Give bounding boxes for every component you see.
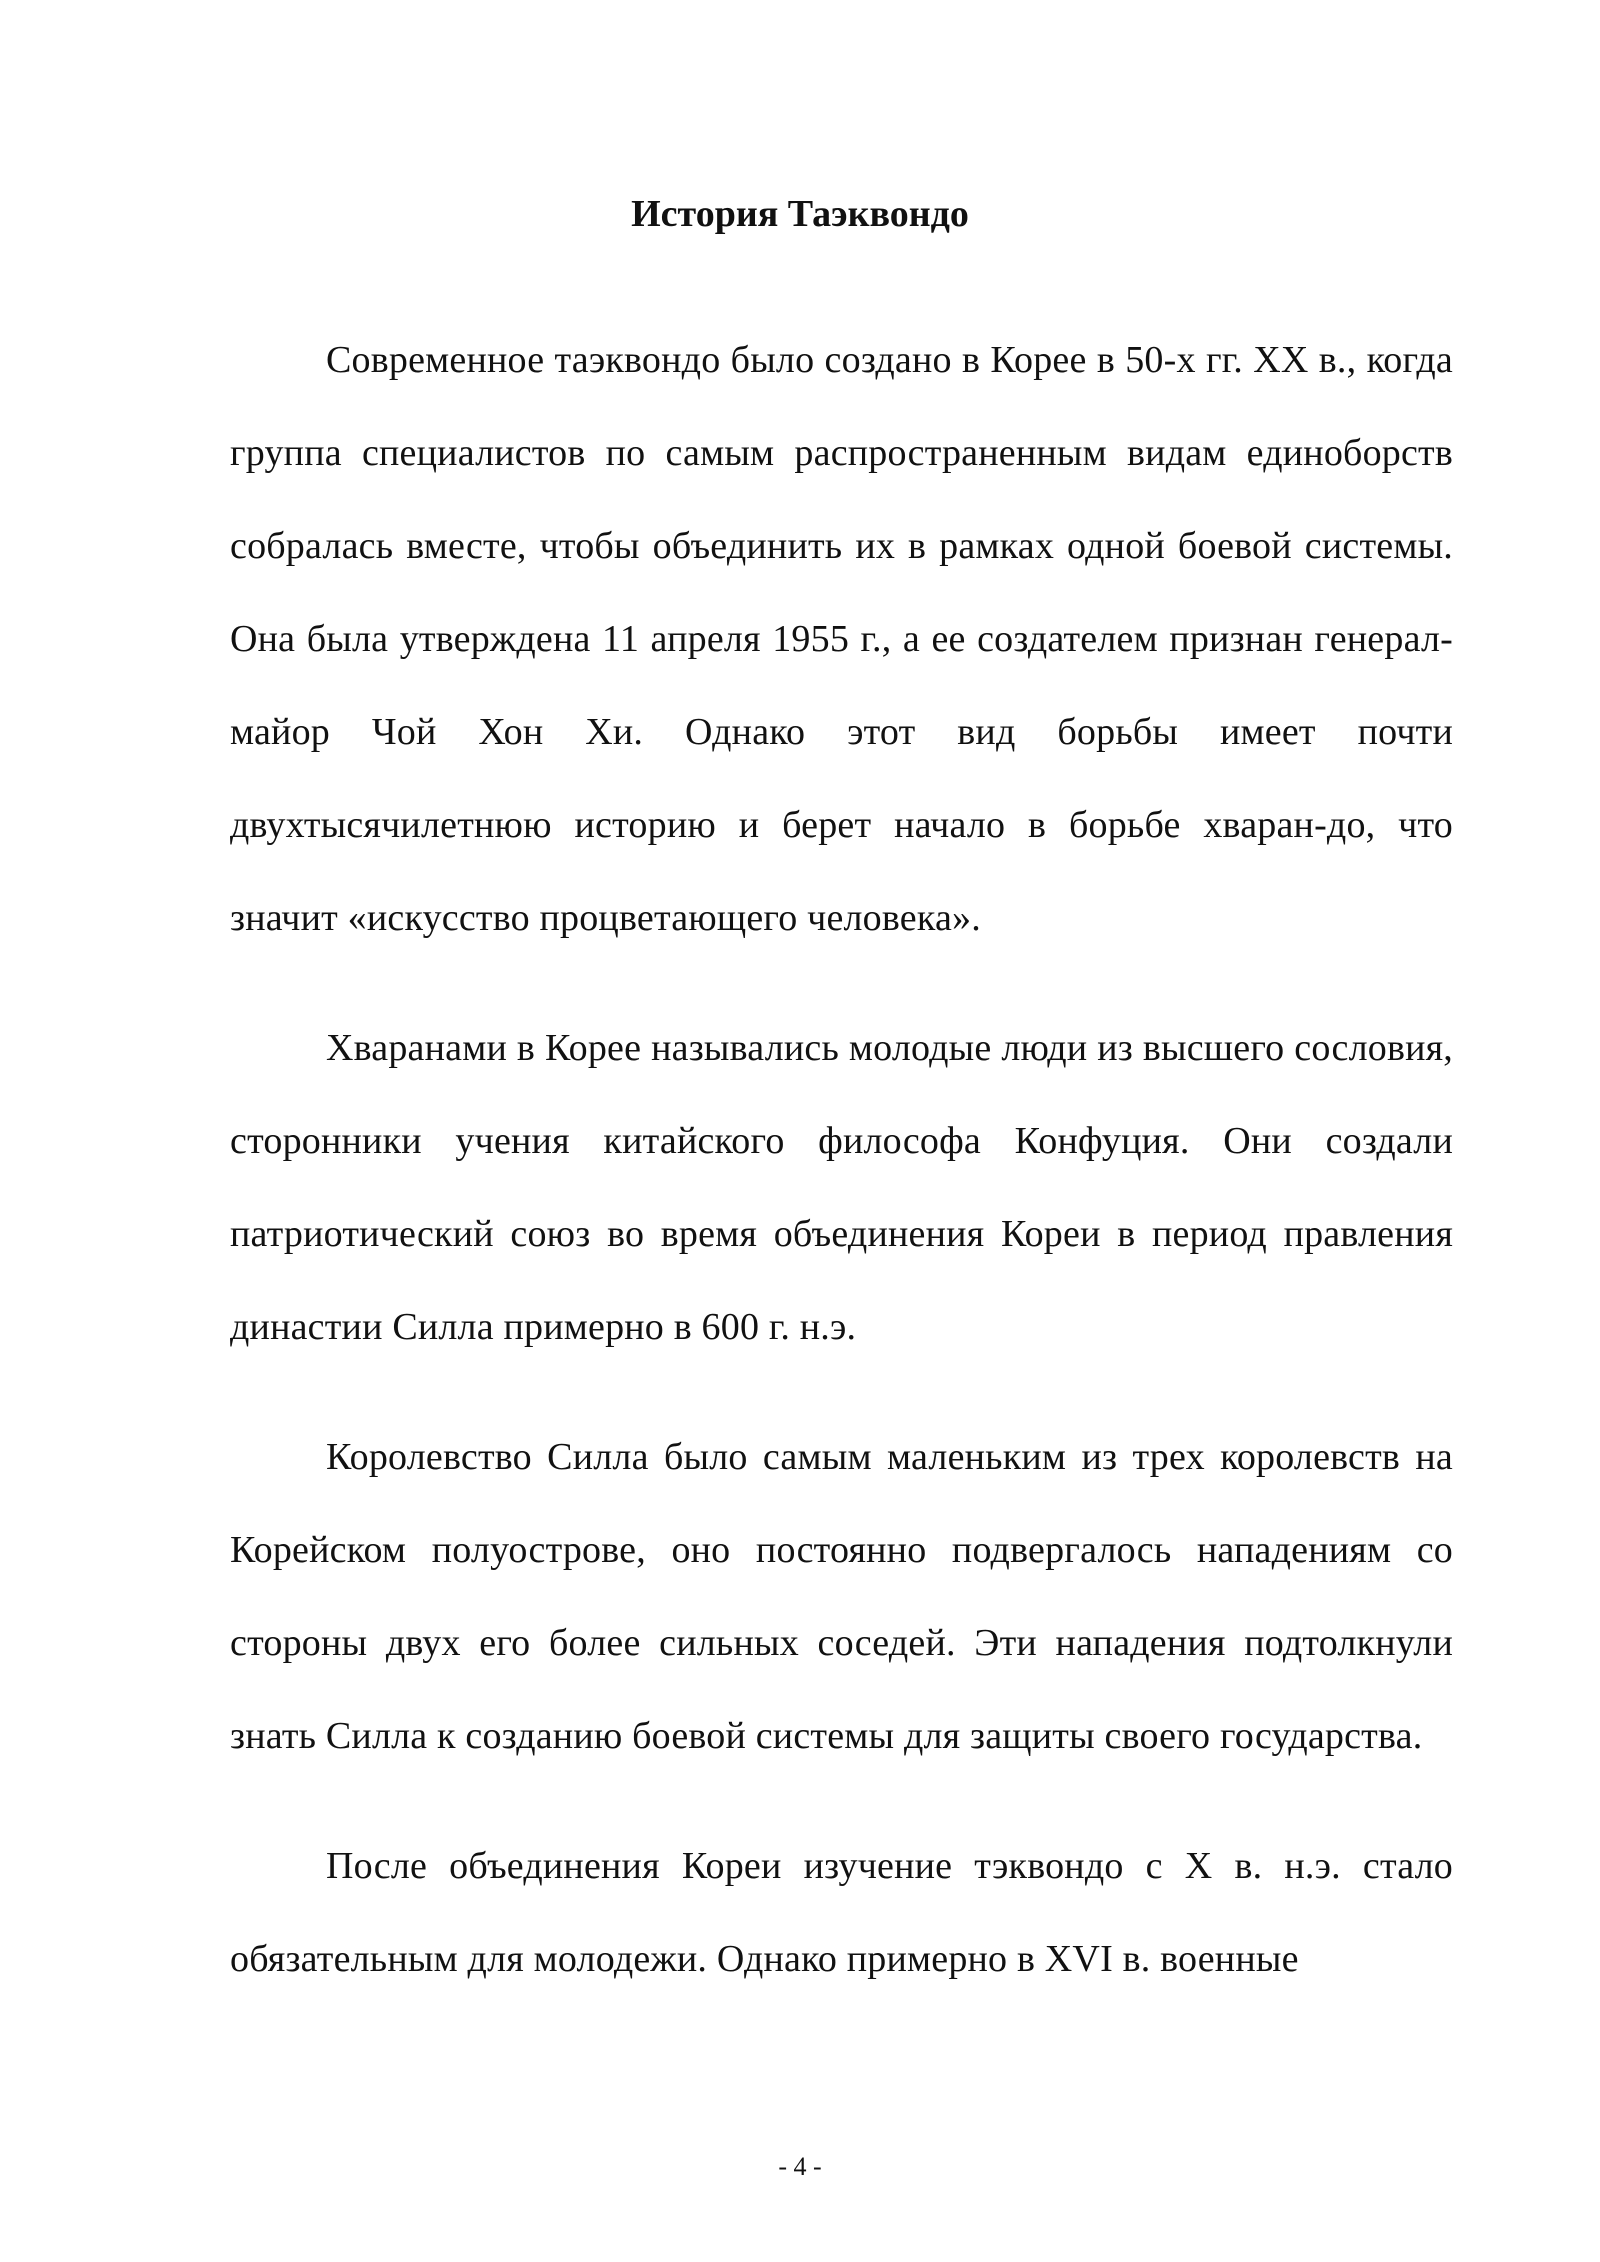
paragraph-4: После объединения Кореи изучение тэквондо с X в. н.э. стало обязательным для молодежи. Однако примерно в XVI в. военные <box>230 1845 1453 1980</box>
paragraph-3: Королевство Силла было самым маленьким из трех королевств на Корейском полуострове, оно постоянно подвергалось нападениям со стороны двух его более сильных соседей. Эти нападения подтолкнули знать Силла к созданию боевой системы для защиты своего государства. <box>230 1436 1453 1757</box>
document-title: История Таэквондо <box>631 193 969 235</box>
paragraph-1: Современное таэквондо было создано в Корее в 50-х гг. XX в., когда группа специалистов по самым распространенным видам единоборств собралась вместе, чтобы объединить их в рамках одной боевой системы. Она была утверждена 11 апреля 1955 г., а ее создателем признан генерал-майор Чой Хон Хи. Однако этот вид борьбы имеет почти двухтысячилетнюю историю и берет начало в борьбе хваран-до, что значит «искусство процветающего человека». <box>230 339 1453 939</box>
document-body <box>230 314 1453 2043</box>
page-number: - 4 - <box>778 2152 822 2181</box>
paragraph-2: Хваранами в Корее назывались молодые люди из высшего сословия, сторонники учения китайского философа Конфуция. Они создали патриотический союз во время объединения Кореи в период правления династии Силла примерно в 600 г. н.э. <box>230 1027 1453 1348</box>
